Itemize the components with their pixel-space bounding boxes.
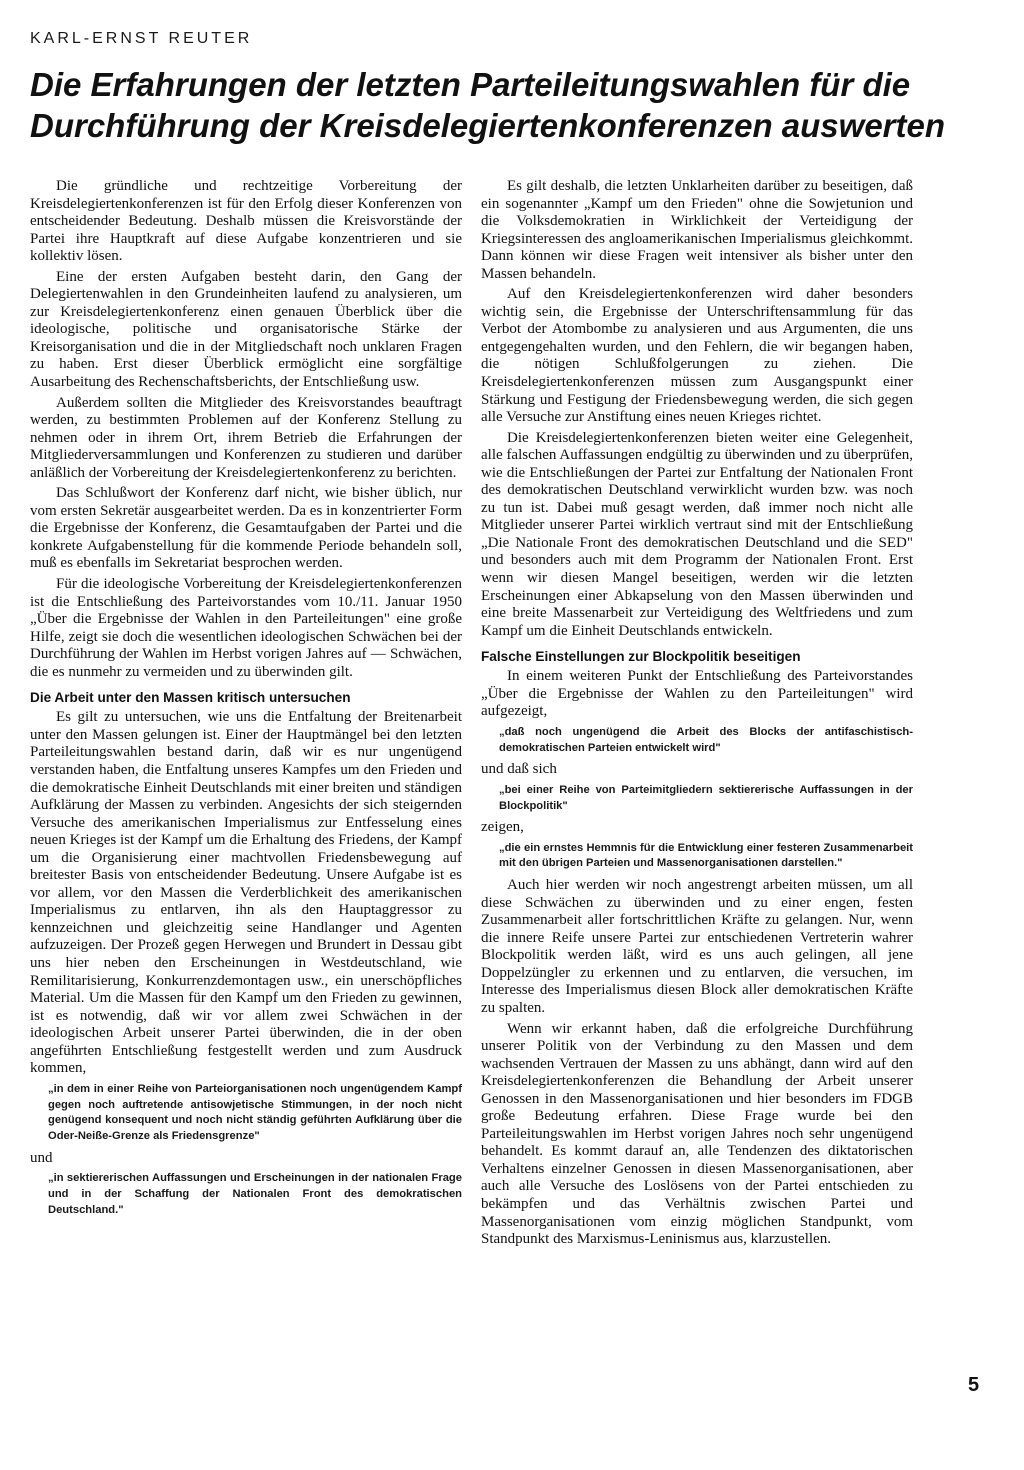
paragraph: Außerdem sollten die Mitglieder des Kreisvorstandes beauftragt werden, zu bestimmten Problemen auf der Konferenz Stellung zu nehmen oder in ihrem Ort, ihrem Betrieb die Erfahrungen der Mitgliederversammlungen und Konferenzen zu studieren und darüber anläßlich der Vorbereitung der Kreisdelegiertenkonferenz zu berichten. [30, 394, 462, 481]
quotation: „in sektiererischen Auffassungen und Erscheinungen in der nationalen Frage und in der Schaffung der Nationalen Front des demokratischen Deutschland." [48, 1172, 462, 1216]
quotation: „bei einer Reihe von Parteimitgliedern sektiererische Auffassungen in der Blockpolitik" [499, 783, 913, 812]
paragraph: Für die ideologische Vorbereitung der Kreisdelegiertenkonferenzen ist die Entschließung des Parteivorstandes vom 10./11. Januar 1950 „Über die Ergebnisse der Wahlen in den Parteileitungen" eine große Hilfe, zeigt sie doch die wesentlichen ideologischen Schwächen bei der Durchführung der Wahlen im Herbst vorigen Jahres auf — Schwächen, die es nunmehr zu vermeiden und zu überwinden gilt. [30, 576, 462, 680]
left-column [30, 178, 462, 1223]
connector-text: und daß sich [481, 761, 557, 778]
paragraph: Das Schlußwort der Konferenz darf nicht, wie bisher üblich, nur vom ersten Sekretär ausgearbeitet werden. Da es in konzentrierter Form die Ergebnisse der Konferenz, die Gesamtaufgaben der Partei und die konkrete Aufgabenstellung für die kommende Periode behandeln soll, muß es ebenfalls im Sekretariat besprochen werden. [30, 485, 462, 572]
article-title: Die Erfahrungen der letzten Parteileitungswahlen für die Durchführung der Kreisdelegiertenkonferenzen auswerten [30, 66, 946, 144]
quotation: „in dem in einer Reihe von Parteiorganisationen noch ungenügendem Kampf gegen noch auftretende antisowjetische Stimmungen, in der noch nicht genügend konsequent und noch nicht ständig geführten Aufklärung über die Oder-Neiße-Grenze als Friedensgrenze" [48, 1082, 462, 1142]
paragraph: Eine der ersten Aufgaben besteht darin, den Gang der Delegiertenwahlen in den Grundeinheiten laufend zu analysieren, um zur Kreisdelegiertenkonferenz einen genauen Überblick über die ideologische, politische und organisatorische Stärke der Kreisorganisation und die in der Mitgliedschaft noch unklaren Fragen zu haben. Erst dieser Überblick ermöglicht eine sorgfältige Ausarbeitung des Rechenschaftsberichts, der Entschließung usw. [30, 268, 462, 391]
author-name: KARL-ERNST REUTER [30, 30, 253, 47]
paragraph: Es gilt deshalb, die letzten Unklarheiten darüber zu beseitigen, daß ein sogenannter „Kampf um den Frieden" ohne die Sowjetunion und die Volksdemokratien in Wirklichkeit der Verteidigung der Kriegsinteressen des angloamerikanischen Imperialismus gleichkommt. Dann können wir diese Fragen weit intensiver als bisher unter den Massen behandeln. [481, 178, 913, 282]
right-column [481, 178, 913, 1252]
paragraph: In einem weiteren Punkt der Entschließung des Parteivorstandes „Über die Ergebnisse der Wahlen zu den Parteileitungen" wird aufgezeigt, [481, 668, 913, 720]
paragraph: Die gründliche und rechtzeitige Vorbereitung der Kreisdelegiertenkonferenzen ist für den Erfolg dieser Konferenzen von entscheidender Bedeutung. Deshalb müssen die Kreisvorstände der Partei ihre Hauptkraft auf diese Aufgabe konzentrieren und sie kollektiv lösen. [30, 178, 462, 265]
quotation: „die ein ernstes Hemmnis für die Entwicklung einer festeren Zusammenarbeit mit den übrigen Parteien und Massenorganisationen darstellen." [499, 841, 913, 870]
paragraph: Auf den Kreisdelegiertenkonferenzen wird daher besonders wichtig sein, die Ergebnisse der Unterschriftensammlung für das Verbot der Atombombe zu analysieren und aus Argumenten, die uns entgegengehalten wurden, und den Fehlern, die wir begangen haben, die nötigen Schlußfolgerungen zu ziehen. Die Kreisdelegiertenkonferenzen müssen zum Ausgangspunkt einer Stärkung und Festigung der Friedensbewegung werden, die sich gegen alle Versuche zur Anstiftung eines neuen Krieges richtet. [481, 286, 913, 426]
paragraph: Auch hier werden wir noch angestrengt arbeiten müssen, um all diese Schwächen zu überwinden und zu einer engen, festen Zusammenarbeit aller fortschrittlichen Kräfte zu gelangen. Nur, wenn die innere Reife unsere Partei zur entschiedenen Vertreterin wahrer Blockpolitik werden läßt, wird es uns auch gelingen, all jene Doppelzüngler zu erkennen und zu entlarven, die versuchen, im Interesse des Imperialismus diesen Block aller demokratischen Kräfte zu spalten. [481, 877, 913, 1016]
page-number: 5 [968, 1374, 980, 1396]
section-heading: Die Arbeit unter den Massen kritisch untersuchen [30, 690, 351, 706]
quotation: „daß noch ungenügend die Arbeit des Blocks der antifaschistisch-demokratischen Parteien entwickelt wird" [499, 725, 913, 754]
section-heading: Falsche Einstellungen zur Blockpolitik beseitigen [481, 649, 801, 665]
paragraph: Es gilt zu untersuchen, wie uns die Entfaltung der Breitenarbeit unter den Massen gelungen ist. Einer der Hauptmängel bei den letzten Parteileitungswahlen bestand darin, daß wir es nur ungenügend verstanden haben, die Entfaltung unseres Kampfes um den Frieden und die demokratische Einheit Deutschlands mit einer breiten und ständigen Aufklärung der Massen zu verbinden. Angesichts der sich steigernden Versuche des amerikanischen Imperialismus zur Entfesselung eines neuen Krieges ist der Kampf um die Erhaltung des Friedens, der Kampf um die Organisierung einer machtvollen Friedensbewegung auf breitester Basis von entscheidender Bedeutung. Unsere Aufgabe ist es vor allem, vor den Massen die Verderblichkeit des amerikanischen Imperialismus zu entlarven, ihn als den Hauptaggressor zu kennzeichnen und gleichzeitig seine Handlanger und Agenten aufzuzeigen. Der Prozeß gegen Herwegen und Brundert in Dessau gibt uns hier neben den Erscheinungen in Westdeutschland, wie Remilitarisierung, Konkurrenzdemontagen usw., ein unerschöpfliches Material. Um die Massen für den Kampf um den Frieden zu gewinnen, ist es notwendig, daß wir vor allem zwei Schwächen in der ideologischen Arbeit unserer Partei überwinden, die in der oben angeführten Entschließung festgestellt werden und zum Ausdruck kommen, [30, 709, 462, 1077]
connector-text: und [30, 1149, 53, 1166]
paragraph: Wenn wir erkannt haben, daß die erfolgreiche Durchführung unserer Politik von der Verbindung zu den Massen und dem wachsenden Vertrauen der Massen zu uns abhängt, dann wird auf den Kreisdelegiertenkonferenzen die Behandlung der Arbeit unserer Genossen in den Massenorganisationen und hier besonders im FDGB große Bedeutung erfahren. Diese Frage wurde bei den Parteileitungswahlen im Herbst vorigen Jahres noch sehr ungenügend behandelt. Es kommt darauf an, alle Tendenzen des diktatorischen Verhaltens einzelner Genossen in diesen Massenorganisationen, aber auch alle Versuche des Loslösens von der Partei entschieden zu bekämpfen und das Verhältnis zwischen Partei und Massenorganisationen vom einzig möglichen Standpunkt, vom Standpunkt des Marxismus-Leninismus aus, klarzustellen. [481, 1020, 913, 1248]
connector-text: zeigen, [481, 819, 524, 836]
paragraph: Die Kreisdelegiertenkonferenzen bieten weiter eine Gelegenheit, alle falschen Auffassungen endgültig zu überwinden und zu überprüfen, wie die Entschließungen der Partei zur Entfaltung der Nationalen Front des demokratischen Deutschland verwirklicht wurden bzw. was noch zu tun ist. Dabei muß gesagt werden, daß immer noch nicht alle Mitglieder unserer Partei wirklich vertraut sind mit der Entschließung „Die Nationale Front des demokratischen Deutschland und die SED" und besonders auch mit dem Programm der Nationalen Front. Erst wenn wir diesen Mangel beseitigen, werden wir die letzten Erscheinungen einer Abkapselung von den Massen überwinden und eine breite Massenarbeit zur Verteidigung des Weltfriedens und zum Kampf um die Einheit Deutschlands entwickeln. [481, 429, 913, 639]
